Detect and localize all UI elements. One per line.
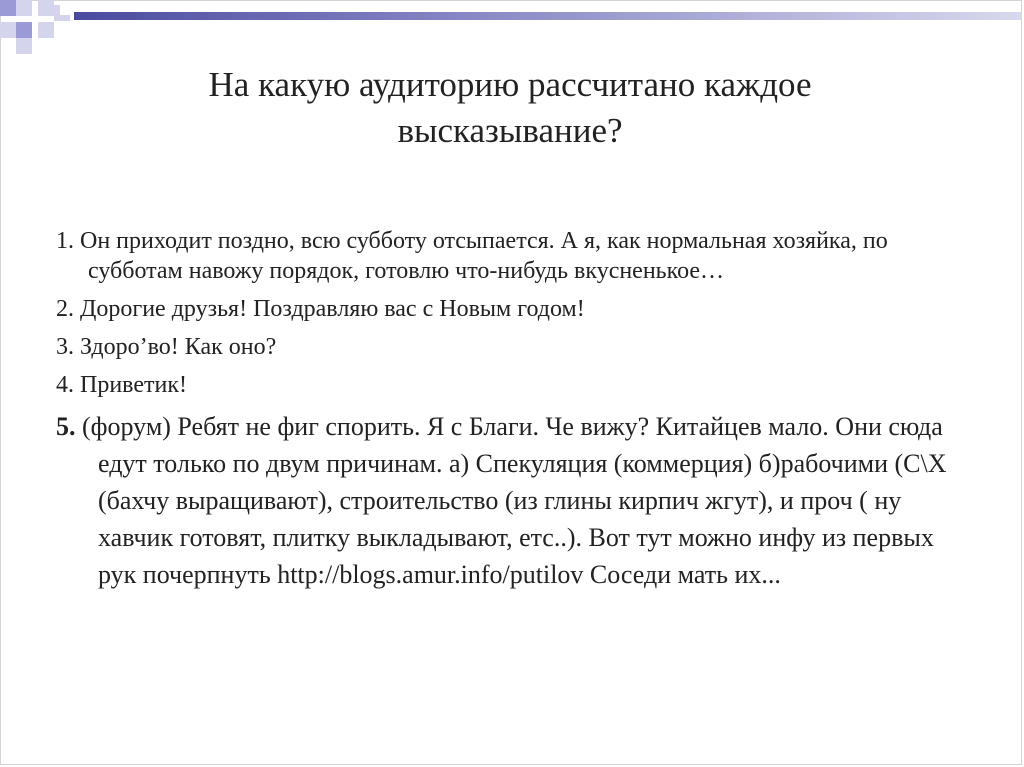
- item-text: (форум) Ребят не фиг спорить. Я с Благи. Че вижу? Китайцев мало. Они сюда едут только по двум причинам. а) Спекуляция (коммерция) б)рабочими (С\Х (бахчу выращивают), строительство (из глины кирпич жгут), и проч ( ну хавчик готовят, плитку выкладывают, етс..). Вот тут можно инфу из первых рук почерпнуть http://blogs.amur.info/putilov Соседи мать их...: [75, 412, 947, 589]
- list-item-4: [56, 370, 976, 400]
- decor-square: [38, 0, 54, 16]
- decor-square-cutout: [60, 5, 70, 15]
- list-item-1: [56, 226, 976, 286]
- header-gradient-bar: [74, 12, 1022, 20]
- item-text: 2. Дорогие друзья! Поздравляю вас с Новым годом!: [56, 296, 585, 322]
- list-item-2: [56, 294, 976, 324]
- item-text: 3. Здороʼво! Как оно?: [56, 334, 277, 360]
- decor-square: [38, 22, 54, 38]
- list-item-3: [56, 332, 976, 362]
- item-text: 4. Приветик!: [56, 372, 188, 398]
- decor-square: [16, 22, 32, 38]
- slide-title: На какую аудиторию рассчитано каждое высказывание?: [208, 65, 812, 150]
- list-item-5: [56, 408, 976, 593]
- item-text: 1. Он приходит поздно, всю субботу отсыпается. А я, как нормальная хозяйка, по субботам навожу порядок, готовлю что-нибудь вкусненькое…: [56, 228, 888, 284]
- decor-square: [16, 0, 32, 16]
- decor-square: [0, 22, 16, 38]
- decor-square: [0, 0, 16, 16]
- item-number: 5.: [56, 412, 76, 441]
- statement-list: [56, 226, 976, 601]
- decor-square: [16, 38, 32, 54]
